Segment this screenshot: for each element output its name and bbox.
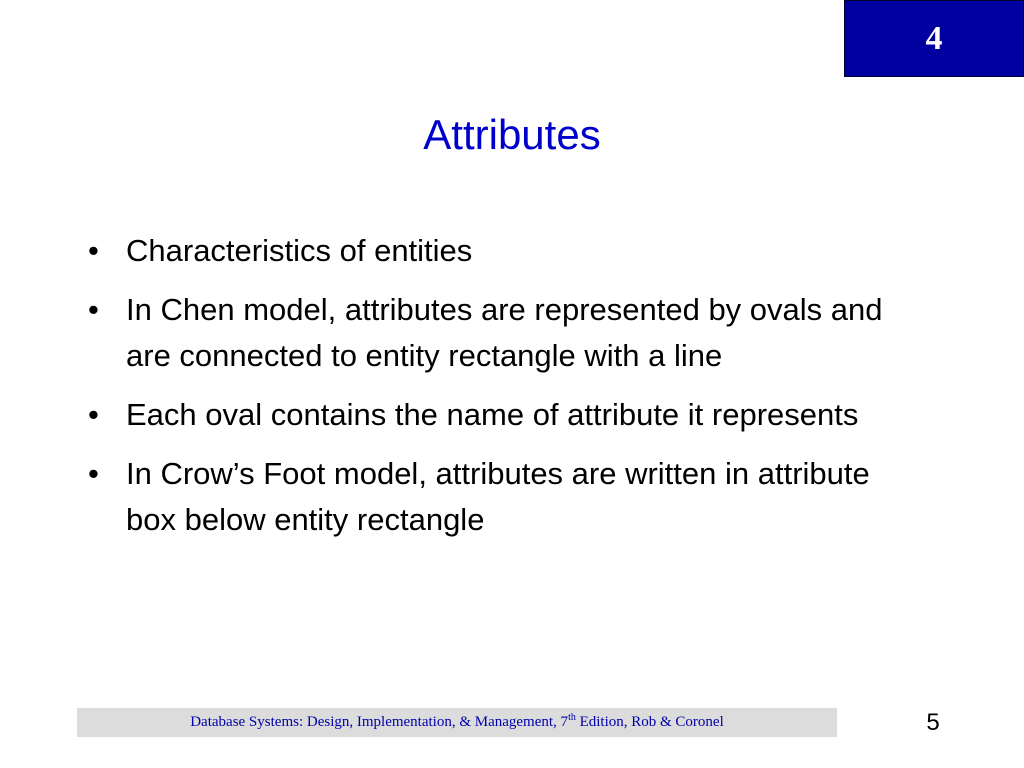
chapter-number: 4: [925, 19, 943, 57]
bullet-text: In Chen model, attributes are represented by ovals and are connected to entity rectangle with a line: [126, 292, 883, 373]
bullet-dot-icon: •: [88, 233, 99, 268]
footer-superscript: th: [568, 712, 576, 723]
footer-citation: [190, 712, 724, 730]
bullet-item: [84, 392, 924, 438]
bullet-text: Characteristics of entities: [126, 233, 473, 268]
bullet-dot-icon: •: [88, 292, 99, 327]
bullet-item: [84, 287, 924, 379]
slide-title: Attributes: [423, 111, 601, 158]
bullet-item: [84, 228, 924, 274]
bullet-dot-icon: •: [88, 456, 99, 491]
bullet-dot-icon: •: [88, 397, 99, 432]
footer-bar: [77, 708, 837, 737]
bullet-item: [84, 451, 924, 543]
bullet-list: [84, 228, 924, 556]
footer-text-main: Database Systems: Design, Implementation, & Management, 7: [190, 714, 569, 730]
chapter-badge: [844, 0, 1024, 77]
bullet-text: Each oval contains the name of attribute it represents: [126, 397, 859, 432]
bullet-text: In Crow’s Foot model, attributes are written in attribute box below entity rectangle: [126, 456, 870, 537]
page-number: 5: [926, 709, 940, 736]
footer-text-tail: Edition, Rob & Coronel: [575, 714, 724, 730]
